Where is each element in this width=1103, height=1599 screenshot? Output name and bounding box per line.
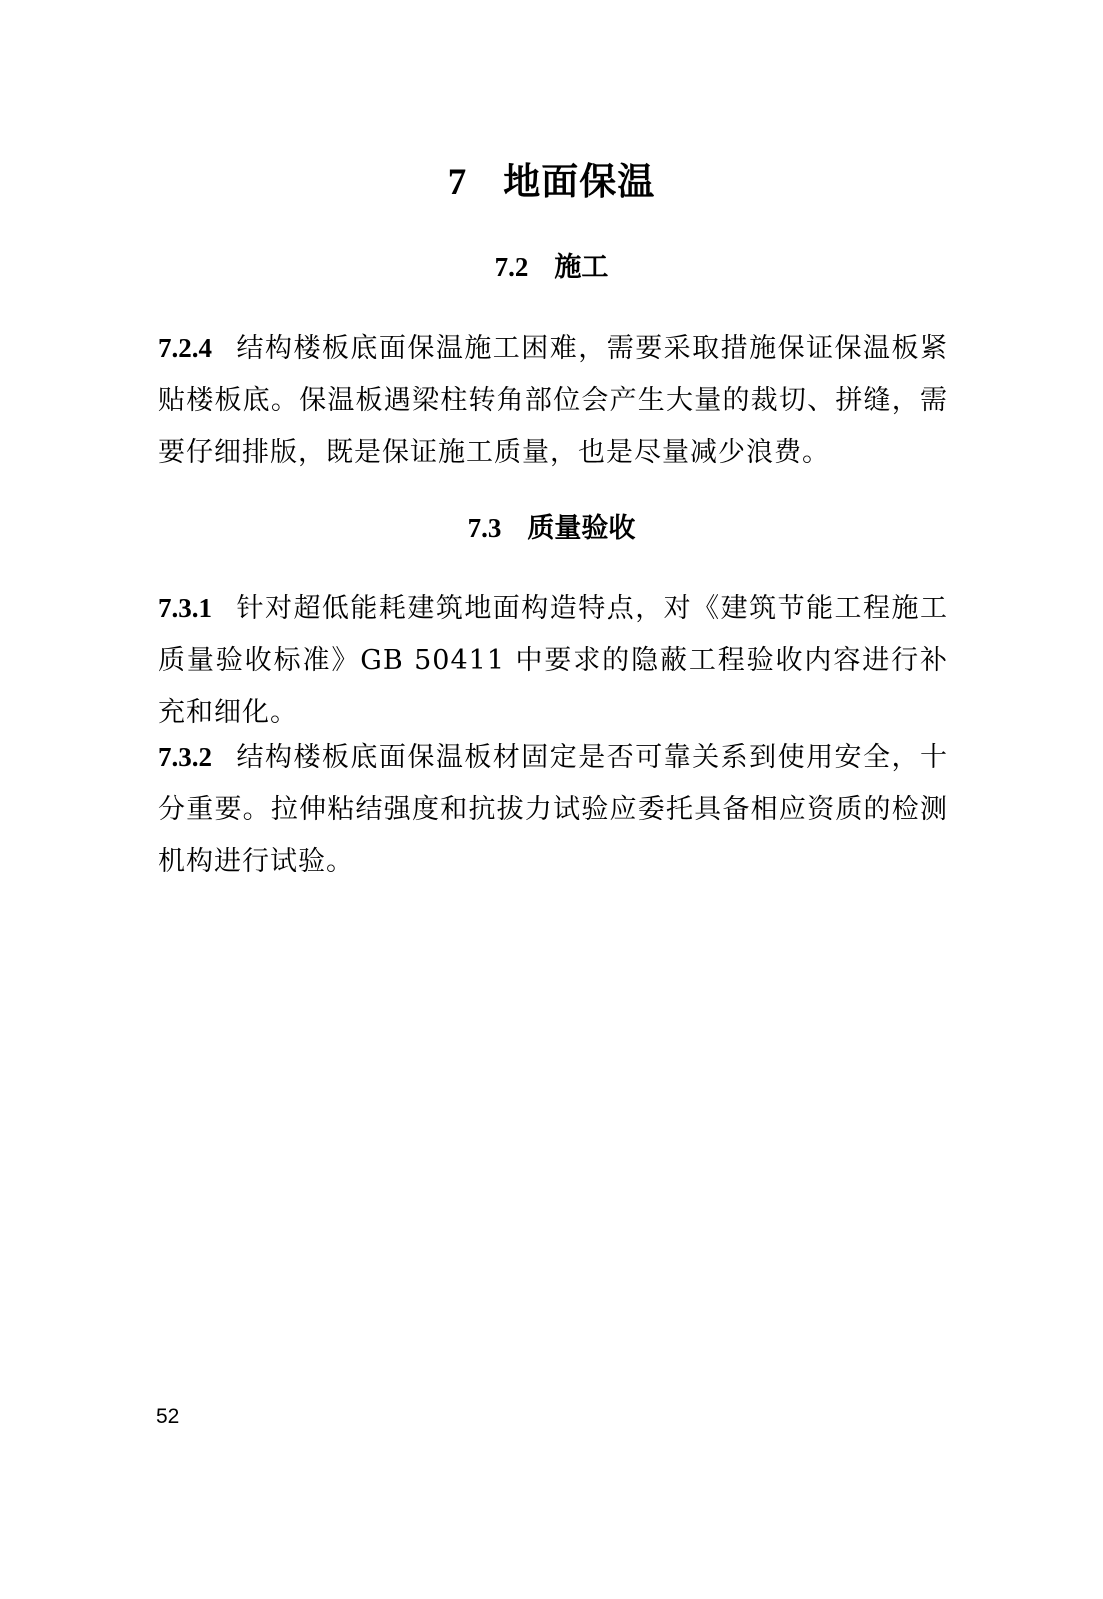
chapter-number: 7 <box>447 162 468 203</box>
section-title-7-2 <box>0 247 1103 288</box>
section-title-text: 施工 <box>554 252 609 283</box>
section-title-text: 质量验收 <box>527 513 636 544</box>
section-number: 7.2 <box>494 252 529 282</box>
section-number: 7.3 <box>467 513 502 543</box>
clause-number: 7.2.4 <box>158 333 212 363</box>
clause-number: 7.3.2 <box>158 742 212 772</box>
clause-number: 7.3.1 <box>158 593 212 623</box>
clause-text: 结构楼板底面保温施工困难，需要采取措施保证保温板紧贴楼板底。保温板遇梁柱转角部位会产生大量的裁切、拼缝，需要仔细排版，既是保证施工质量，也是尽量减少浪费。 <box>158 333 948 468</box>
clause-text: 结构楼板底面保温板材固定是否可靠关系到使用安全，十分重要。拉伸粘结强度和抗拔力试验应委托具备相应资质的检测机构进行试验。 <box>158 742 948 877</box>
clause-7-3-1 <box>158 582 948 739</box>
chapter-title <box>0 155 1103 209</box>
section-title-7-3 <box>0 508 1103 549</box>
chapter-title-text: 地面保温 <box>503 159 656 203</box>
clause-7-2-4 <box>158 322 948 479</box>
page-number: 52 <box>156 1405 180 1428</box>
clause-7-3-2 <box>158 731 948 888</box>
clause-text: 针对超低能耗建筑地面构造特点，对《建筑节能工程施工质量验收标准》GB 50411 中要求的隐蔽工程验收内容进行补充和细化。 <box>158 593 948 728</box>
